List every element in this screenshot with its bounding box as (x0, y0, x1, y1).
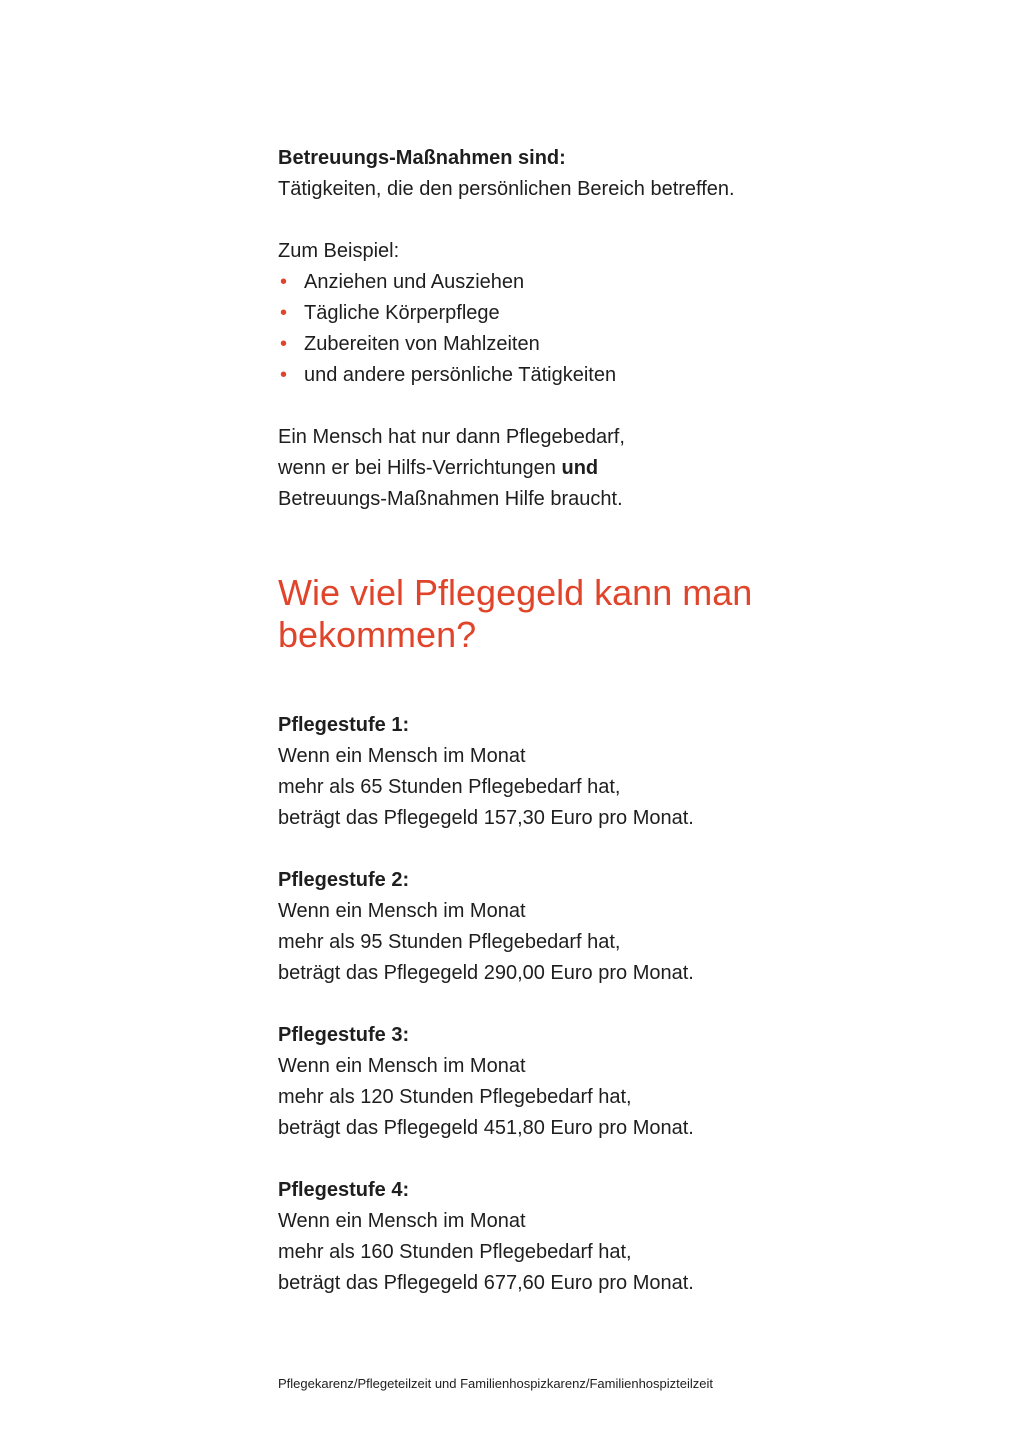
list-item: • Tägliche Körperpflege (278, 298, 898, 329)
stufe-title: Pflegestufe 4: (278, 1179, 410, 1201)
spacer (278, 515, 898, 572)
stufe-title: Pflegestufe 2: (278, 869, 410, 891)
page-content (278, 143, 898, 1299)
bedarf-line-1: Ein Mensch hat nur dann Pflegebedarf, (278, 426, 625, 448)
section-headline: Wie viel Pflegegeld kann man bekommen? (278, 572, 753, 655)
stufe-line: Wenn ein Mensch im Monat (278, 1210, 526, 1232)
spacer (278, 205, 898, 236)
stufe-line: beträgt das Pflegegeld 677,60 Euro pro Monat. (278, 1272, 694, 1294)
stufe-line: Wenn ein Mensch im Monat (278, 745, 526, 767)
list-item: • Zubereiten von Mahlzeiten (278, 329, 898, 360)
pflegestufe-1 (278, 710, 898, 834)
bullet-icon: • (280, 333, 288, 355)
stufe-line: mehr als 65 Stunden Pflegebedarf hat, (278, 776, 621, 798)
page-footer: Pflegekarenz/Pflegeteilzeit und Familienhospizkarenz/Familienhospizteilzeit (278, 1376, 713, 1391)
betreuung-text: Tätigkeiten, die den persönlichen Bereich betreffen. (278, 178, 735, 200)
stufe-line: mehr als 160 Stunden Pflegebedarf hat, (278, 1241, 632, 1263)
bullet-icon: • (280, 302, 288, 324)
stufe-line: mehr als 120 Stunden Pflegebedarf hat, (278, 1086, 632, 1108)
stufe-line: beträgt das Pflegegeld 157,30 Euro pro Monat. (278, 807, 694, 829)
stufe-title: Pflegestufe 1: (278, 714, 410, 736)
betreuung-title: Betreuungs-Maßnahmen sind: (278, 147, 566, 169)
bedarf-emphasis: und (561, 457, 599, 479)
stufe-line: mehr als 95 Stunden Pflegebedarf hat, (278, 931, 621, 953)
spacer (278, 1144, 898, 1175)
spacer (278, 391, 898, 422)
pflegestufe-4 (278, 1175, 898, 1299)
example-label: Zum Beispiel: (278, 240, 400, 262)
bullet-icon: • (280, 364, 288, 386)
pflegestufe-2 (278, 865, 898, 989)
stufe-line: Wenn ein Mensch im Monat (278, 900, 526, 922)
spacer (278, 834, 898, 865)
stufe-line: beträgt das Pflegegeld 451,80 Euro pro Monat. (278, 1117, 694, 1139)
example-list (278, 267, 898, 391)
pflegestufe-3 (278, 1020, 898, 1144)
list-item: • Anziehen und Ausziehen (278, 267, 898, 298)
bullet-icon: • (280, 271, 288, 293)
spacer (278, 656, 898, 710)
stufe-line: Wenn ein Mensch im Monat (278, 1055, 526, 1077)
stufe-title: Pflegestufe 3: (278, 1024, 410, 1046)
list-item: • und andere persönliche Tätigkeiten (278, 360, 898, 391)
bedarf-line-3: Betreuungs-Maßnahmen Hilfe braucht. (278, 488, 623, 510)
spacer (278, 989, 898, 1020)
stufe-line: beträgt das Pflegegeld 290,00 Euro pro Monat. (278, 962, 694, 984)
bedarf-line-2: wenn er bei Hilfs-Verrichtungen und (278, 457, 599, 479)
